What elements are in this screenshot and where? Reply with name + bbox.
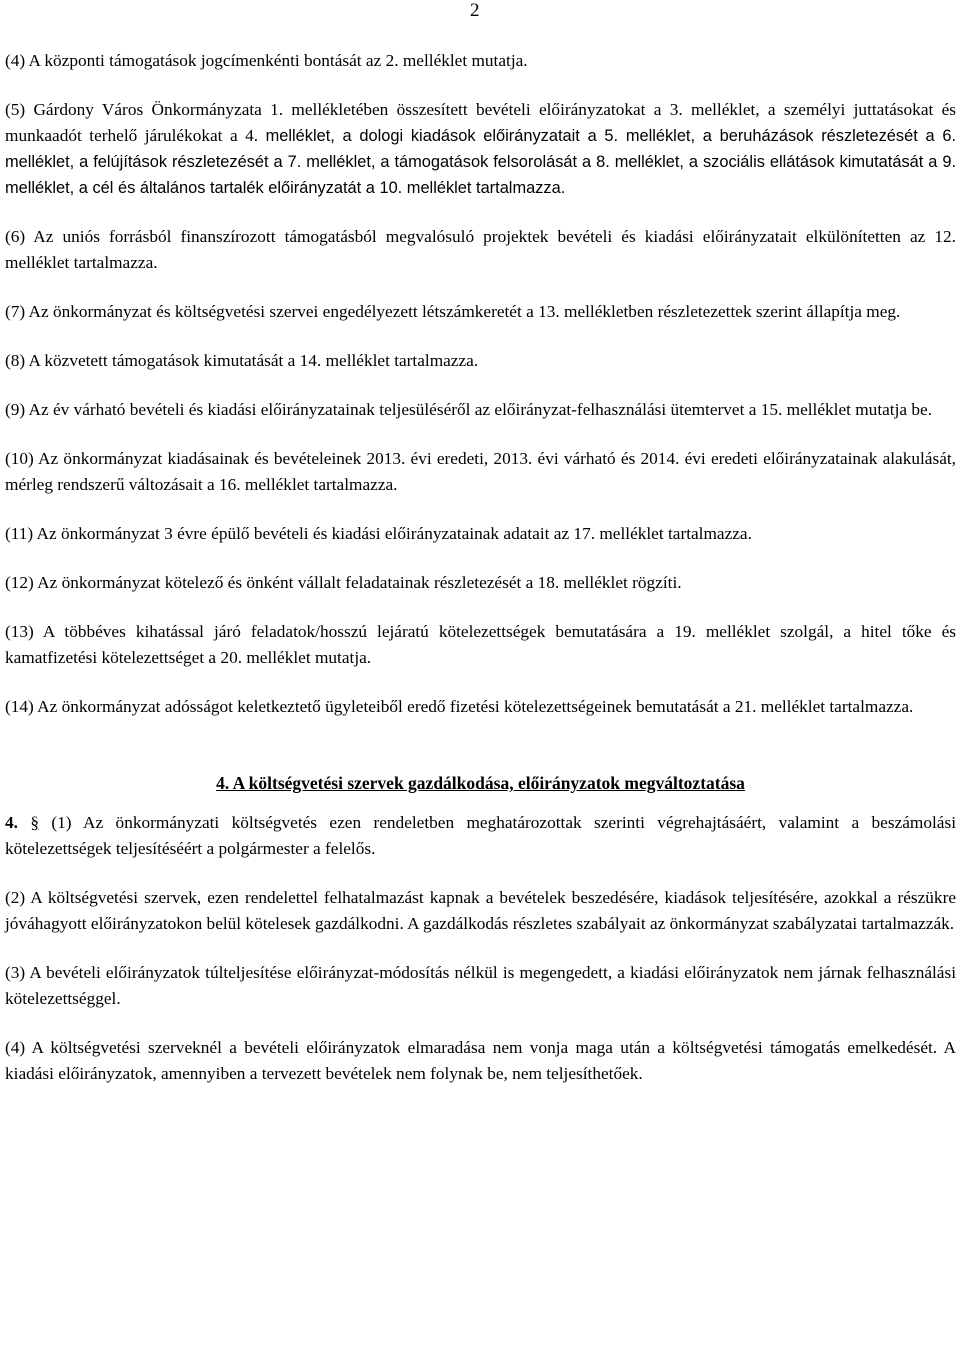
paragraphs-group-after: [5, 885, 956, 1087]
paragraph-text: (8) A közvetett támogatások kimutatását a 14. melléklet tartalmazza.: [5, 351, 479, 370]
paragraphs-group-before: [5, 48, 956, 720]
paragraph-p6: [5, 224, 956, 276]
paragraph-text: (11) Az önkormányzat 3 évre épülő bevételi és kiadási előirányzatainak adatait az 17. melléklet tartalmazza.: [5, 524, 752, 543]
paragraph-p8: [5, 348, 956, 374]
paragraph-p13: [5, 619, 956, 671]
paragraph-p4: [5, 48, 956, 74]
paragraph-p11: [5, 521, 956, 547]
section-title: [5, 770, 956, 796]
page-number: 2: [470, 0, 480, 21]
paragraph-text: (12) Az önkormányzat kötelező és önként vállalt feladatainak részletezését a 18. melléklet rögzíti.: [5, 573, 682, 592]
paragraph-text: (4) A központi támogatások jogcímenkénti bontását az 2. melléklet mutatja.: [5, 51, 528, 70]
paragraph-text: (6) Az uniós forrásból finanszírozott támogatásból megvalósuló projektek bevételi és kiadási előirányzatait elkülönítetten az 12. melléklet tartalmazza.: [5, 227, 956, 272]
document-body: [5, 48, 956, 1110]
paragraph-p10: [5, 446, 956, 498]
section-number: 4.: [5, 813, 18, 832]
paragraph-text: (9) Az év várható bevételi és kiadási előirányzatainak teljesüléséről az előirányzat-felhasználási ütemtervet a 15. melléklet mutatja be.: [5, 400, 933, 419]
section-title-text: 4. A költségvetési szervek gazdálkodása, előirányzatok megváltoztatása: [216, 773, 745, 793]
paragraph-p9: [5, 397, 956, 423]
paragraph-text: (10) Az önkormányzat kiadásainak és bevételeinek 2013. évi eredeti, 2013. évi várható és 2014. évi eredeti előirányzatainak alakulását, mérleg rendszerű változásait a 16. melléklet tartalmazza.: [5, 449, 956, 494]
paragraph-text: (5) Gárdony Város Önkormányzata 1. mellékletében összesített bevételi előirányzatokat a 3. melléklet, a személyi juttatásokat és munkaadót terhelő járulékokat a 4.: [5, 100, 956, 145]
section-sign: §: [30, 813, 40, 832]
paragraph-text: (14) Az önkormányzat adósságot keletkeztető ügyleteiből eredő fizetési kötelezettségeinek bemutatását a 21. melléklet tartalmazza.: [5, 697, 914, 716]
paragraph-p7: [5, 299, 956, 325]
paragraph-p12: [5, 570, 956, 596]
paragraph-s2: [5, 885, 956, 937]
paragraph-text: (7) Az önkormányzat és költségvetési szervei engedélyezett létszámkeretét a 13. mellékletben részletezettek szerint állapítja meg.: [5, 302, 901, 321]
paragraph-p5: [5, 97, 956, 201]
section-4-paragraph-1: [5, 810, 956, 862]
paragraph-p14: [5, 694, 956, 720]
paragraph-s4: [5, 1035, 956, 1087]
paragraph-text: (2) A költségvetési szervek, ezen rendelettel felhatalmazást kapnak a bevételek beszedésére, kiadások teljesítésére, azokkal a részükre jóváhagyott előirányzatokon belül kötelesek gazdálkodni. A gazdálkodás részletes szabályait az önkormányzat szabályzatai tartalmazzák.: [5, 888, 956, 933]
paragraph-s3: [5, 960, 956, 1012]
paragraph-text: (13) A többéves kihatással járó feladatok/hosszú lejáratú kötelezettségek bemutatására a 19. melléklet szolgál, a hitel tőke és kamatfizetési kötelezettséget a 20. melléklet mutatja.: [5, 622, 956, 667]
paragraph-text: (3) A bevételi előirányzatok túlteljesítése előirányzat-módosítás nélkül is megengedett, a kiadási előirányzatok nem járnak felhasználási kötelezettséggel.: [5, 963, 956, 1008]
paragraph-text: (4) A költségvetési szerveknél a bevételi előirányzatok elmaradása nem vonja maga után a költségvetési támogatás emelkedését. A kiadási előirányzatok, amennyiben a tervezett bevételek nem folynak be, nem teljesíthetőek.: [5, 1038, 956, 1083]
paragraph-text: melléklet, a dologi kiadások előirányzatait a 5. melléklet, a beruházások részletezését a 6. melléklet, a felújítások részletezését a 7. melléklet, a támogatások felsorolását a 8. melléklet, a szociális ellátások kimutatását a 9. melléklet, a cél és általános tartalék előirányzatát a 10. melléklet tartalmazza.: [5, 127, 956, 197]
section-4-text: (1) Az önkormányzati költségvetés ezen rendeletben meghatározottak szerinti végrehajtásáért, valamint a beszámolási kötelezettségek teljesítéséért a polgármester a felelős.: [5, 813, 956, 858]
